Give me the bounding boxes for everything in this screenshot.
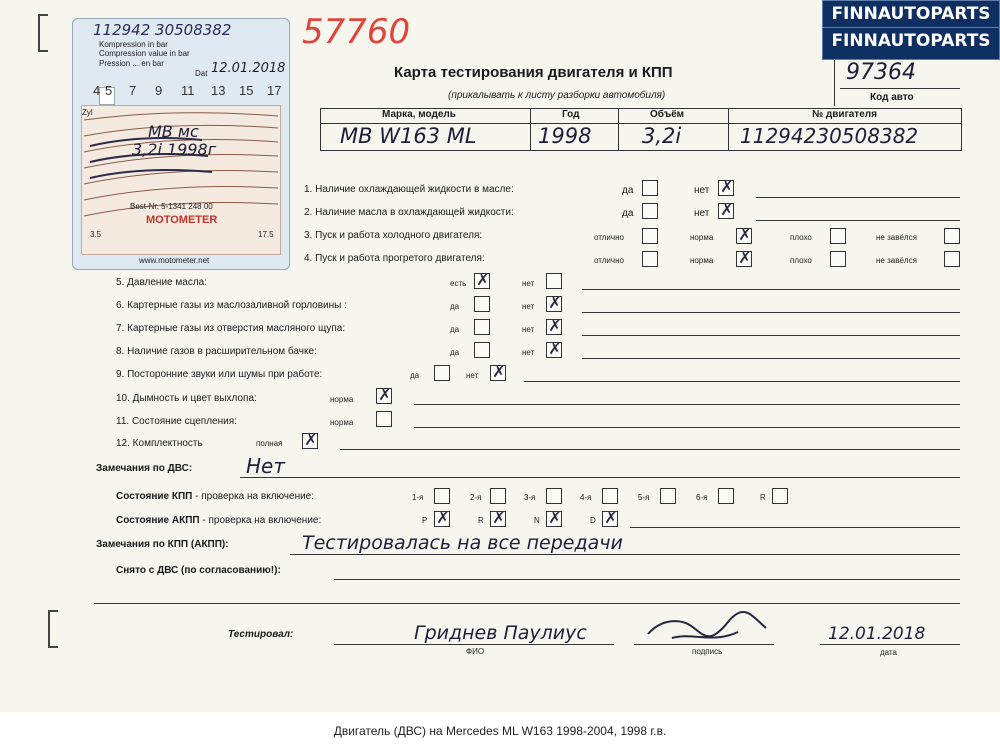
item-8-no-checkbox[interactable] (546, 339, 562, 358)
akpp-line (630, 527, 960, 528)
item-11-normal-label: норма (330, 418, 354, 427)
remarks-engine-line (240, 477, 960, 478)
item-9-line (524, 381, 960, 382)
item-6-yes-checkbox[interactable] (474, 296, 490, 312)
item-7-yes-label: да (450, 325, 460, 334)
code-underline (840, 88, 960, 89)
check-mark-icon: ✗ (304, 430, 318, 449)
gauge-chart-area (81, 105, 281, 255)
item-4-normal-checkbox[interactable] (736, 248, 752, 267)
tested-name: Гриднев Паулиус (414, 622, 587, 644)
scale-tick: 13 (211, 83, 226, 98)
item-9-label: 9. Посторонние звуки или шумы при работе: (116, 369, 323, 380)
akpp-row-label (116, 515, 321, 526)
item-5-no-checkbox[interactable] (546, 273, 562, 289)
check-mark-icon: ✗ (492, 362, 506, 381)
auto-gear-r-label: R (478, 516, 484, 525)
auto-gear-d-checkbox[interactable] (602, 508, 618, 527)
akpp-suffix: - проверка на включение: (199, 515, 322, 526)
code-label: Код авто (870, 92, 914, 103)
tested-date: 12.01.2018 (828, 624, 926, 644)
gauge-bestell: Best-Nr. 5-1341 248 00 (130, 202, 213, 211)
item-1-no-label: нет (694, 185, 710, 196)
compression-gauge-card (72, 18, 290, 270)
binding-mark-bottom (48, 610, 58, 648)
item-6-no-checkbox[interactable] (546, 293, 562, 312)
item-2-no-checkbox[interactable] (718, 200, 734, 219)
remarks-engine-value: Нет (246, 454, 285, 478)
auto-gear-n-label: N (534, 516, 540, 525)
col-engine-no: № двигателя (812, 109, 877, 120)
gauge-brand: MOTOMETER (146, 214, 218, 226)
col-make: Марка, модель (382, 109, 456, 120)
gauge-range-right: 17.5 (258, 230, 274, 239)
check-mark-icon: ✗ (436, 508, 450, 527)
item-1-yes-label: да (622, 185, 634, 196)
tested-label: Тестировал: (228, 629, 294, 640)
gauge-date-value: 12.01.2018 (211, 61, 286, 76)
item-4-excellent-checkbox[interactable] (642, 251, 658, 267)
item-3-not-started-checkbox[interactable] (944, 228, 960, 244)
auto-gear-d-label: D (590, 516, 596, 525)
scale-tick: 15 (239, 83, 254, 98)
item-8-no-label: нет (522, 348, 535, 357)
vehicle-table-bottom (320, 150, 962, 151)
item-4-not-started-checkbox[interactable] (944, 251, 960, 267)
gauge-hw-year: 3,2i 1998г (132, 140, 217, 159)
tested-name-line (334, 644, 614, 645)
value-year: 1998 (538, 124, 592, 148)
gear-6-checkbox[interactable] (718, 488, 734, 504)
table-divider (961, 108, 962, 150)
check-mark-icon: ✗ (720, 177, 734, 196)
remarks-kpp-line (290, 554, 960, 555)
item-2-no-label: нет (694, 208, 710, 219)
gear-1-label: 1-я (412, 493, 424, 502)
gauge-ylabel: Zyl (82, 108, 93, 117)
gauge-line-2: Compression value in bar (99, 49, 190, 58)
item-5-line (582, 289, 960, 290)
item-9-no-label: нет (466, 371, 479, 380)
signature-line (634, 644, 774, 645)
gear-4-checkbox[interactable] (602, 488, 618, 504)
check-mark-icon: ✗ (604, 508, 618, 527)
gear-r-label: R (760, 493, 766, 502)
gauge-line-3: Pression ... en bar (99, 59, 164, 68)
value-volume: 3,2i (642, 124, 682, 148)
akpp-label: Состояние АКПП (116, 515, 200, 526)
item-4-bad-checkbox[interactable] (830, 251, 846, 267)
binding-mark-top (38, 14, 48, 52)
item-7-label: 7. Картерные газы из отверстия масляного щупа: (116, 323, 346, 334)
check-mark-icon: ✗ (476, 270, 490, 289)
item-2-yes-label: да (622, 208, 634, 219)
remarks-kpp-label: Замечания по КПП (АКПП): (96, 539, 229, 550)
item-10-line (414, 404, 960, 405)
item-11-normal-checkbox[interactable] (376, 411, 392, 427)
item-5-yes-label: есть (450, 279, 467, 288)
item-8-line (582, 358, 960, 359)
item-6-label: 6. Картерные газы из маслозаливной горловины : (116, 300, 347, 311)
item-5-label: 5. Давление масла: (116, 277, 207, 288)
gear-5-checkbox[interactable] (660, 488, 676, 504)
sign-label: подпись (692, 647, 723, 656)
item-4-not-started-label: не завёлся (876, 256, 917, 265)
gauge-serial: 112942 30508382 (93, 21, 232, 39)
table-divider (320, 108, 321, 150)
gauge-line-1: Kompression in bar (99, 40, 168, 49)
gear-1-checkbox[interactable] (434, 488, 450, 504)
item-7-no-label: нет (522, 325, 535, 334)
check-mark-icon: ✗ (548, 339, 562, 358)
item-8-label: 8. Наличие газов в расширительном бачке: (116, 346, 317, 357)
item-12-line (340, 449, 960, 450)
item-7-no-checkbox[interactable] (546, 316, 562, 335)
item-3-normal-label: норма (690, 233, 714, 242)
code-number: 97364 (846, 60, 916, 85)
check-mark-icon: ✗ (720, 200, 734, 219)
check-mark-icon: ✗ (492, 508, 506, 527)
scale-tick: 5 (105, 83, 113, 98)
date-label: дата (880, 648, 897, 657)
gear-3-label: 3-я (524, 493, 536, 502)
form-title: Карта тестирования двигателя и КПП (394, 64, 673, 81)
gauge-range-left: 3.5 (90, 230, 102, 239)
removed-label: Снято с ДВС (по согласованию!): (116, 565, 281, 576)
removed-line (334, 579, 960, 580)
remarks-kpp-value: Тестировалась на все передачи (302, 532, 623, 554)
item-2-label: 2. Наличие масла в охлаждающей жидкости: (304, 207, 514, 218)
item-4-excellent-label: отлично (594, 256, 624, 265)
item-12-label: 12. Комплектность (116, 438, 203, 449)
auto-gear-p-label: P (422, 516, 428, 525)
item-11-line (414, 427, 960, 428)
extra-line (94, 603, 960, 604)
gear-6-label: 6-я (696, 493, 708, 502)
table-divider (530, 108, 531, 150)
gauge-hw-model: МВ мс (148, 122, 199, 141)
item-1-line (756, 197, 960, 198)
item-3-not-started-label: не завёлся (876, 233, 917, 242)
gear-4-label: 4-я (580, 493, 592, 502)
item-6-line (582, 312, 960, 313)
signature-drawing (642, 608, 772, 648)
finnautoparts-logo (822, 0, 1000, 60)
item-3-bad-label: плохо (790, 233, 812, 242)
kpp-suffix: - проверка на включение: (192, 491, 315, 502)
item-3-excellent-checkbox[interactable] (642, 228, 658, 244)
table-divider (728, 108, 729, 150)
date-line (820, 644, 960, 645)
item-10-normal-checkbox[interactable] (376, 385, 392, 404)
item-2-yes-checkbox[interactable] (642, 203, 658, 219)
item-8-yes-checkbox[interactable] (474, 342, 490, 358)
item-12-full-checkbox[interactable] (302, 430, 318, 449)
item-6-yes-label: да (450, 302, 460, 311)
scale-tick: 17 (267, 83, 282, 98)
item-1-label: 1. Наличие охлаждающей жидкости в масле: (304, 184, 514, 195)
item-4-bad-label: плохо (790, 256, 812, 265)
item-9-yes-checkbox[interactable] (434, 365, 450, 381)
gear-3-checkbox[interactable] (546, 488, 562, 504)
item-3-label: 3. Пуск и работа холодного двигателя: (304, 230, 483, 241)
title-box-divider (834, 58, 835, 106)
item-3-excellent-label: отлично (594, 233, 624, 242)
item-10-label: 10. Дымность и цвет выхлопа: (116, 393, 257, 404)
item-10-normal-label: норма (330, 395, 354, 404)
check-mark-icon: ✗ (738, 248, 752, 267)
item-2-line (756, 220, 960, 221)
item-8-yes-label: да (450, 348, 460, 357)
item-12-full-label: полная (256, 439, 283, 448)
gauge-website: www.motometer.net (139, 256, 210, 265)
scale-tick: 11 (181, 83, 195, 98)
item-9-yes-label: да (410, 371, 420, 380)
auto-gear-r-checkbox[interactable] (490, 508, 506, 527)
item-5-yes-checkbox[interactable] (474, 270, 490, 289)
item-11-label: 11. Состояние сцепления: (116, 416, 237, 427)
auto-gear-n-checkbox[interactable] (546, 508, 562, 527)
kpp-row-label (116, 491, 314, 502)
remarks-engine-label: Замечания по ДВС: (96, 463, 193, 474)
item-9-no-checkbox[interactable] (490, 362, 506, 381)
check-mark-icon: ✗ (738, 225, 752, 244)
kpp-label: Состояние КПП (116, 491, 193, 502)
col-volume: Объём (650, 109, 685, 120)
gear-2-checkbox[interactable] (490, 488, 506, 504)
item-7-yes-checkbox[interactable] (474, 319, 490, 335)
item-4-label: 4. Пуск и работа прогретого двигателя: (304, 253, 485, 264)
form-subtitle: (прикалывать к листу разборки автомобиля) (448, 90, 666, 101)
auto-gear-p-checkbox[interactable] (434, 508, 450, 527)
item-3-normal-checkbox[interactable] (736, 225, 752, 244)
item-1-no-checkbox[interactable] (718, 177, 734, 196)
check-mark-icon: ✗ (378, 385, 392, 404)
item-3-bad-checkbox[interactable] (830, 228, 846, 244)
check-mark-icon: ✗ (548, 508, 562, 527)
gear-r-checkbox[interactable] (772, 488, 788, 504)
handwritten-red-number: 57760 (302, 12, 411, 52)
value-engine-no: 11294230508382 (740, 124, 919, 148)
image-caption: Двигатель (ДВС) на Mercedes ML W163 1998-2004, 1998 г.в. (333, 724, 667, 738)
item-4-normal-label: норма (690, 256, 714, 265)
logo-line-2: FINNAUTOPARTS (823, 27, 999, 54)
check-mark-icon: ✗ (548, 316, 562, 335)
check-mark-icon: ✗ (548, 293, 562, 312)
gauge-date-label: Dat (195, 69, 208, 78)
table-divider (618, 108, 619, 150)
value-make: МВ W163 ML (340, 124, 477, 148)
gear-2-label: 2-я (470, 493, 482, 502)
scale-tick: 7 (129, 83, 137, 98)
scale-tick: 9 (155, 83, 163, 98)
fio-label: ФИО (466, 647, 485, 656)
item-5-no-label: нет (522, 279, 535, 288)
col-year: Год (562, 109, 580, 120)
gear-5-label: 5-я (638, 493, 650, 502)
item-7-line (582, 335, 960, 336)
item-1-yes-checkbox[interactable] (642, 180, 658, 196)
logo-line-1: FINNAUTOPARTS (831, 4, 991, 24)
scale-tick: 4 (93, 83, 101, 98)
item-6-no-label: нет (522, 302, 535, 311)
